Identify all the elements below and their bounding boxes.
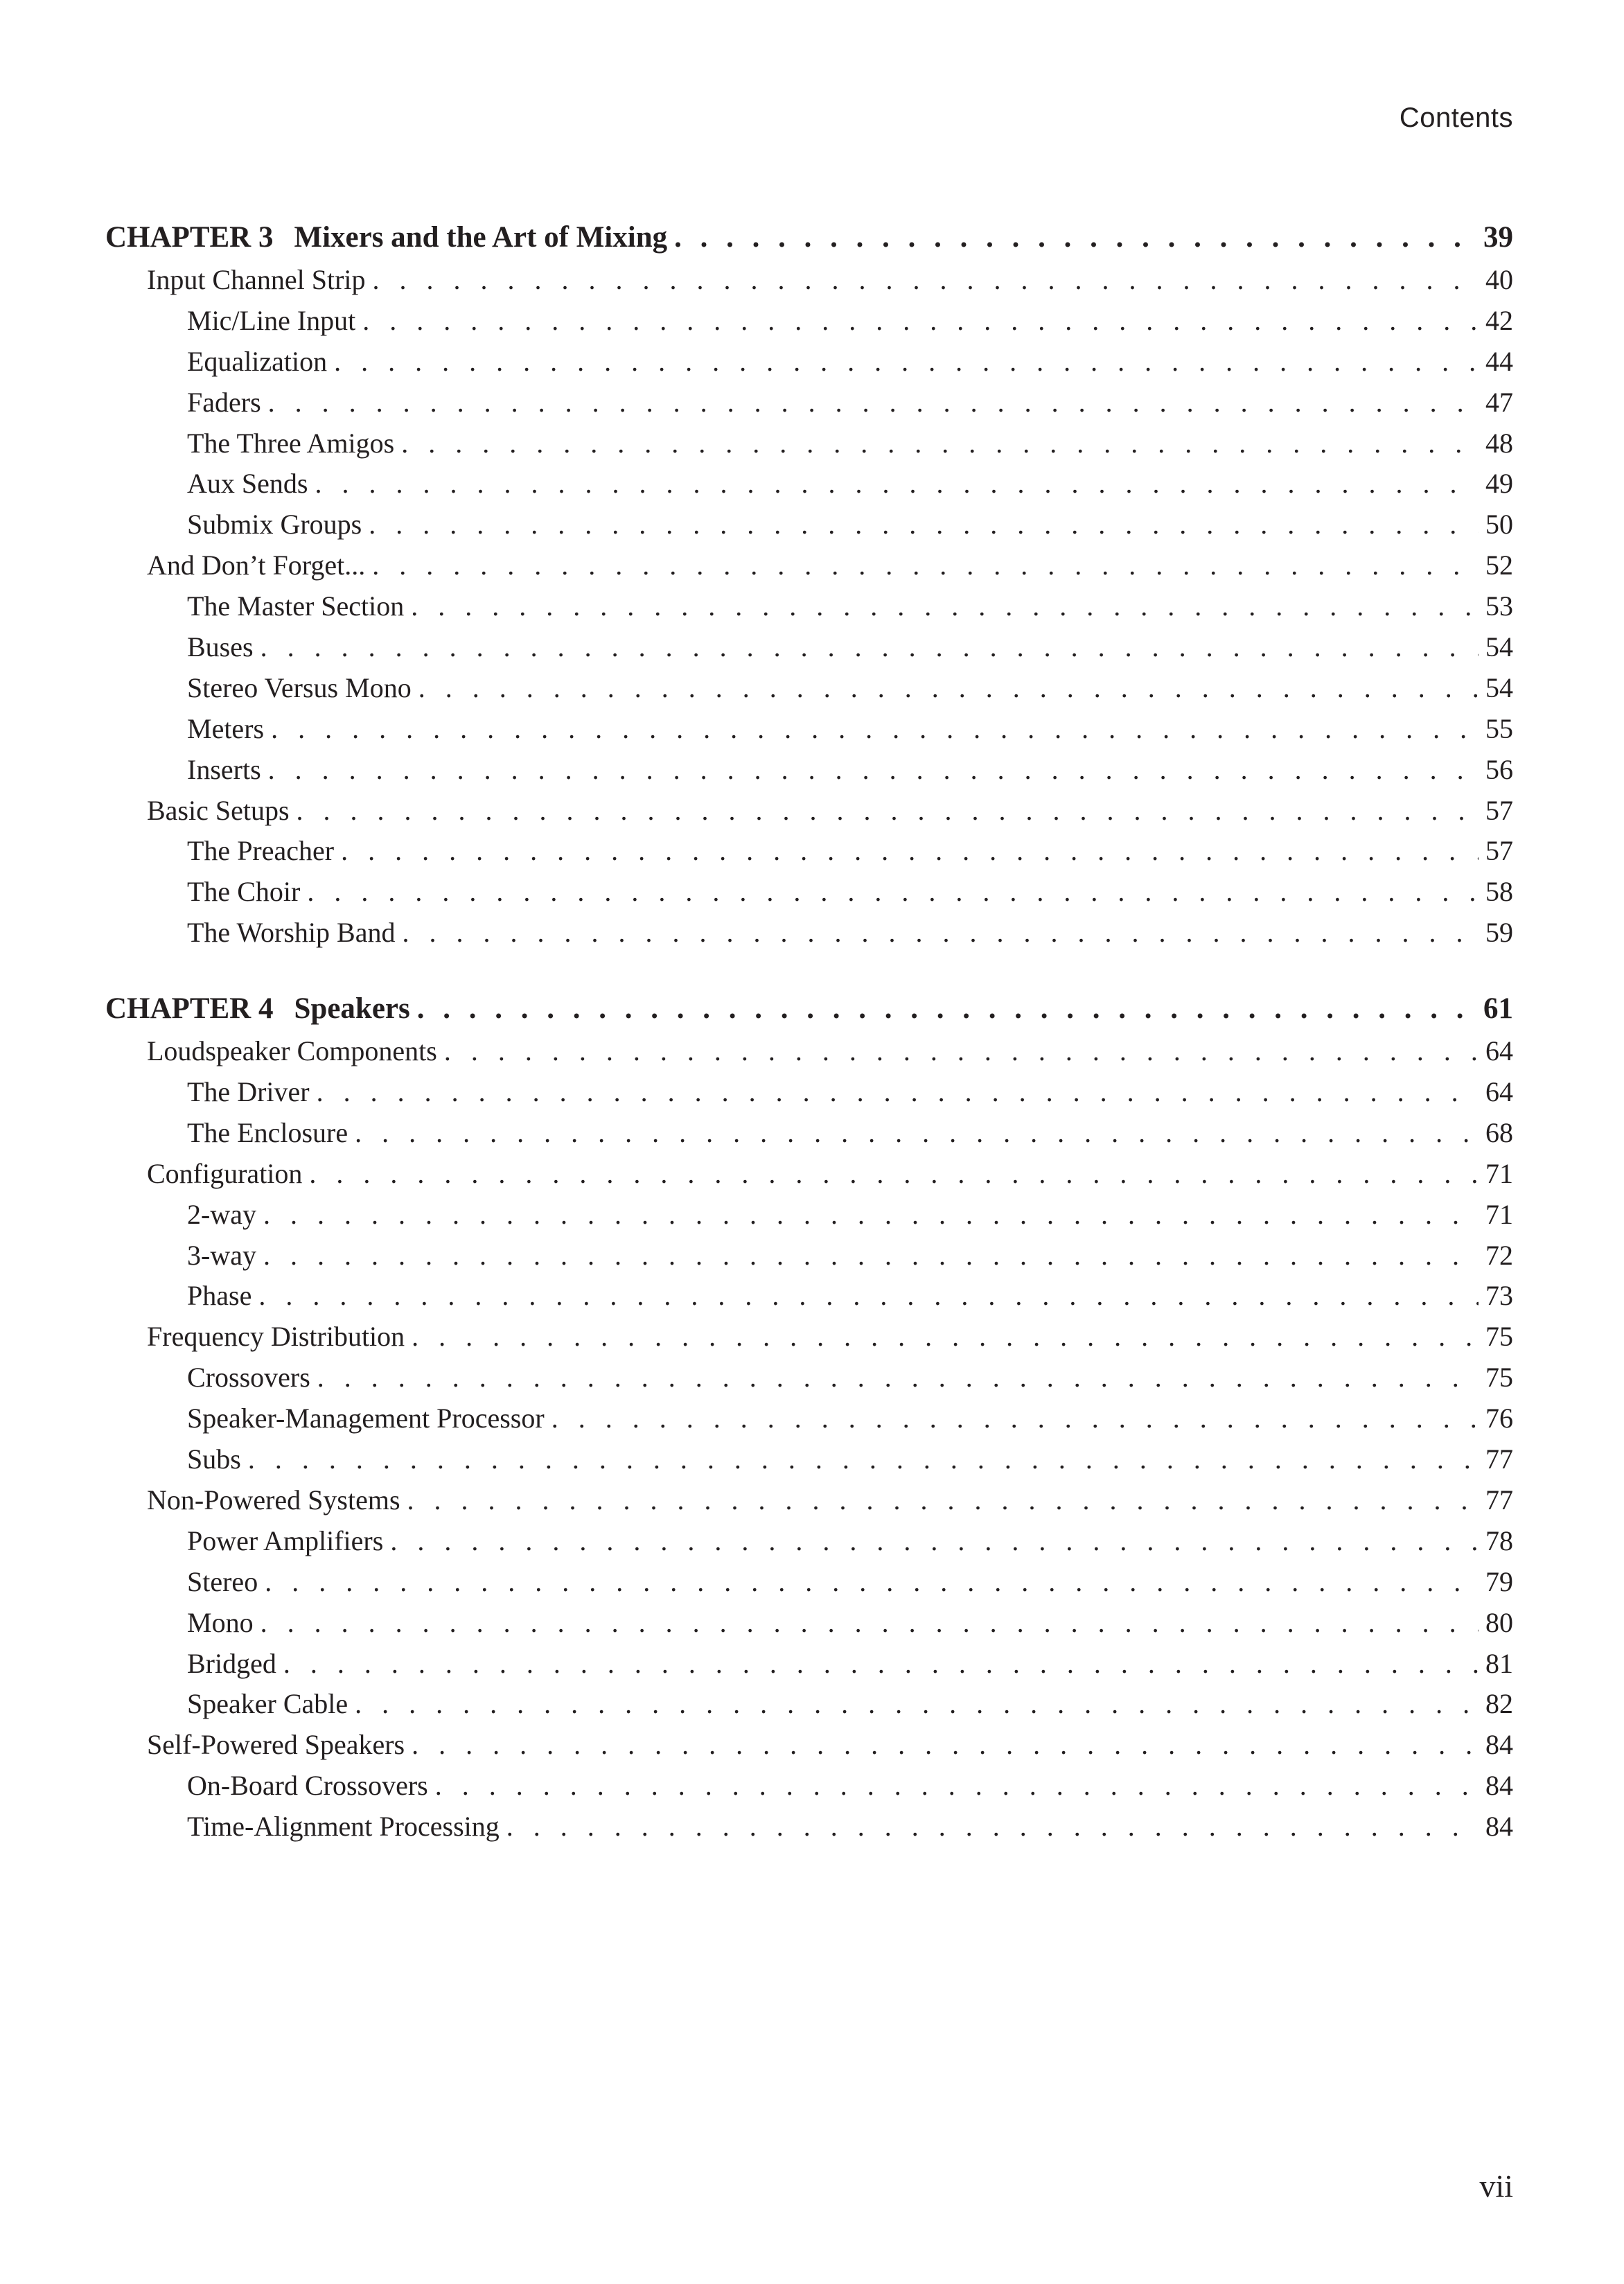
dot-leader bbox=[369, 508, 1479, 541]
toc-subsection-entry[interactable] bbox=[105, 1402, 1513, 1443]
entry-page-number: 49 bbox=[1485, 468, 1513, 500]
entry-page-number: 68 bbox=[1485, 1116, 1513, 1148]
dot-leader bbox=[444, 1035, 1479, 1067]
entry-title: Equalization bbox=[187, 345, 328, 377]
entry-title: And Don’t Forget... bbox=[147, 550, 366, 581]
dot-leader bbox=[674, 220, 1476, 254]
entry-title: On-Board Crossovers bbox=[187, 1770, 428, 1802]
entry-title: Time-Alignment Processing bbox=[187, 1811, 500, 1843]
entry-title: Mono bbox=[187, 1606, 254, 1638]
entry-title: Speaker-Management Processor bbox=[187, 1403, 545, 1434]
entry-page-number: 53 bbox=[1485, 590, 1513, 622]
toc-subsection-entry[interactable] bbox=[105, 1116, 1513, 1157]
dot-leader bbox=[261, 631, 1479, 663]
entry-page-number: 78 bbox=[1485, 1525, 1513, 1556]
entry-page-number: 77 bbox=[1485, 1484, 1513, 1516]
toc-subsection-entry[interactable] bbox=[105, 916, 1513, 957]
toc-subsection-entry[interactable] bbox=[105, 1198, 1513, 1239]
toc-subsection-entry[interactable] bbox=[105, 386, 1513, 427]
dot-leader bbox=[373, 263, 1479, 296]
dot-leader bbox=[268, 386, 1479, 419]
entry-title: Non-Powered Systems bbox=[147, 1484, 400, 1516]
entry-page-number: 71 bbox=[1485, 1157, 1513, 1189]
entry-page-number: 42 bbox=[1485, 304, 1513, 336]
chapter-title: Mixers and the Art of Mixing bbox=[294, 221, 668, 254]
toc-subsection-entry[interactable] bbox=[105, 753, 1513, 794]
dot-leader bbox=[268, 753, 1479, 786]
entry-title: Frequency Distribution bbox=[147, 1321, 405, 1353]
entry-title: The Driver bbox=[187, 1076, 310, 1108]
dot-leader bbox=[551, 1402, 1479, 1434]
entry-title: Inserts bbox=[187, 753, 261, 785]
chapter-label: CHAPTER 3 bbox=[105, 221, 274, 254]
toc-subsection-entry[interactable] bbox=[105, 590, 1513, 631]
toc-subsection-entry[interactable] bbox=[105, 712, 1513, 753]
toc-section-entry[interactable] bbox=[105, 1157, 1513, 1198]
toc-subsection-entry[interactable] bbox=[105, 875, 1513, 916]
toc-subsection-entry[interactable] bbox=[105, 631, 1513, 671]
entry-page-number: 71 bbox=[1485, 1198, 1513, 1230]
dot-leader bbox=[261, 1606, 1479, 1639]
dot-leader bbox=[307, 875, 1479, 908]
toc-section-entry[interactable] bbox=[105, 794, 1513, 835]
toc-subsection-entry[interactable] bbox=[105, 345, 1513, 386]
dot-leader bbox=[317, 1361, 1479, 1394]
entry-title: The Enclosure bbox=[187, 1116, 348, 1148]
chapter-heading[interactable] bbox=[105, 220, 1513, 263]
toc-section-entry[interactable] bbox=[105, 1035, 1513, 1075]
entry-title: Power Amplifiers bbox=[187, 1525, 384, 1556]
entry-page-number: 76 bbox=[1485, 1403, 1513, 1434]
chapter-heading[interactable] bbox=[105, 992, 1513, 1035]
page-folio: vii bbox=[1479, 2168, 1513, 2204]
toc-subsection-entry[interactable] bbox=[105, 304, 1513, 345]
dot-leader bbox=[506, 1810, 1479, 1843]
entry-title: Stereo bbox=[187, 1565, 258, 1597]
dot-leader bbox=[355, 1116, 1479, 1149]
toc-section-entry[interactable] bbox=[105, 1728, 1513, 1769]
entry-title: Basic Setups bbox=[147, 794, 290, 826]
entry-page-number: 40 bbox=[1485, 264, 1513, 295]
dot-leader bbox=[402, 916, 1479, 949]
entry-title: Bridged bbox=[187, 1647, 276, 1679]
toc-subsection-entry[interactable] bbox=[105, 1525, 1513, 1565]
entry-title: Crossovers bbox=[187, 1362, 310, 1394]
toc-subsection-entry[interactable] bbox=[105, 1647, 1513, 1688]
dot-leader bbox=[362, 304, 1479, 337]
table-of-contents bbox=[105, 220, 1513, 1886]
dot-leader bbox=[297, 794, 1479, 827]
dot-leader bbox=[258, 1279, 1479, 1312]
entry-page-number: 84 bbox=[1485, 1729, 1513, 1761]
dot-leader bbox=[309, 1157, 1479, 1190]
entry-title: The Three Amigos bbox=[187, 427, 395, 459]
entry-title: Phase bbox=[187, 1280, 252, 1312]
entry-page-number: 59 bbox=[1485, 917, 1513, 949]
entry-title: Meters bbox=[187, 712, 265, 744]
entry-page-number: 58 bbox=[1485, 876, 1513, 908]
toc-subsection-entry[interactable] bbox=[105, 427, 1513, 468]
dot-leader bbox=[372, 549, 1479, 581]
entry-page-number: 84 bbox=[1485, 1770, 1513, 1802]
dot-leader bbox=[401, 427, 1479, 459]
entry-page-number: 57 bbox=[1485, 794, 1513, 826]
entry-page-number: 75 bbox=[1485, 1362, 1513, 1394]
dot-leader bbox=[271, 712, 1479, 745]
dot-leader bbox=[265, 1565, 1479, 1598]
entry-page-number: 50 bbox=[1485, 509, 1513, 541]
toc-subsection-entry[interactable] bbox=[105, 1565, 1513, 1606]
entry-title: The Preacher bbox=[187, 835, 335, 867]
entry-page-number: 82 bbox=[1485, 1688, 1513, 1720]
dot-leader bbox=[355, 1687, 1479, 1720]
entry-page-number: 72 bbox=[1485, 1239, 1513, 1271]
chapter-label: CHAPTER 4 bbox=[105, 992, 274, 1026]
toc-subsection-entry[interactable] bbox=[105, 1443, 1513, 1484]
entry-title: Faders bbox=[187, 386, 261, 418]
entry-page-number: 57 bbox=[1485, 835, 1513, 867]
dot-leader bbox=[283, 1647, 1479, 1680]
entry-title: Configuration bbox=[147, 1157, 303, 1189]
dot-leader bbox=[412, 1320, 1479, 1353]
entry-page-number: 52 bbox=[1485, 550, 1513, 581]
entry-page-number: 64 bbox=[1485, 1035, 1513, 1067]
entry-page-number: 64 bbox=[1485, 1076, 1513, 1108]
toc-section-entry[interactable] bbox=[105, 1484, 1513, 1525]
running-head: Contents bbox=[1399, 103, 1513, 133]
chapter-page-number: 61 bbox=[1483, 992, 1513, 1026]
dot-leader bbox=[417, 992, 1476, 1026]
chapter-block bbox=[105, 220, 1513, 957]
entry-page-number: 77 bbox=[1485, 1443, 1513, 1475]
entry-title: 2-way bbox=[187, 1198, 256, 1230]
entry-title: Submix Groups bbox=[187, 509, 362, 541]
entry-page-number: 75 bbox=[1485, 1321, 1513, 1353]
entry-page-number: 44 bbox=[1485, 345, 1513, 377]
toc-subsection-entry[interactable] bbox=[105, 1239, 1513, 1280]
chapter-title: Speakers bbox=[294, 992, 410, 1026]
entry-title: Stereo Versus Mono bbox=[187, 671, 412, 703]
chapter-page-number: 39 bbox=[1483, 221, 1513, 254]
entry-page-number: 47 bbox=[1485, 386, 1513, 418]
toc-subsection-entry[interactable] bbox=[105, 1279, 1513, 1320]
entry-title: Input Channel Strip bbox=[147, 264, 366, 295]
toc-section-entry[interactable] bbox=[105, 1320, 1513, 1361]
toc-subsection-entry[interactable] bbox=[105, 1075, 1513, 1116]
dot-leader bbox=[315, 467, 1479, 500]
toc-subsection-entry[interactable] bbox=[105, 1687, 1513, 1728]
entry-page-number: 79 bbox=[1485, 1565, 1513, 1597]
entry-title: Speaker Cable bbox=[187, 1688, 348, 1720]
toc-subsection-entry[interactable] bbox=[105, 834, 1513, 875]
chapter-block bbox=[105, 992, 1513, 1851]
toc-subsection-entry[interactable] bbox=[105, 467, 1513, 508]
entry-page-number: 56 bbox=[1485, 753, 1513, 785]
entry-title: Self-Powered Speakers bbox=[147, 1729, 405, 1761]
dot-leader bbox=[390, 1525, 1479, 1557]
entry-page-number: 81 bbox=[1485, 1647, 1513, 1679]
entry-title: 3-way bbox=[187, 1239, 256, 1271]
dot-leader bbox=[263, 1239, 1479, 1272]
dot-leader bbox=[317, 1075, 1479, 1108]
entry-title: The Choir bbox=[187, 876, 301, 908]
toc-subsection-entry[interactable] bbox=[105, 1769, 1513, 1810]
dot-leader bbox=[435, 1769, 1479, 1802]
dot-leader bbox=[334, 345, 1479, 378]
toc-subsection-entry[interactable] bbox=[105, 671, 1513, 712]
dot-leader bbox=[341, 834, 1479, 867]
entry-page-number: 80 bbox=[1485, 1606, 1513, 1638]
dot-leader bbox=[412, 1728, 1479, 1761]
entry-title: The Master Section bbox=[187, 590, 405, 622]
entry-page-number: 54 bbox=[1485, 631, 1513, 663]
toc-subsection-entry[interactable] bbox=[105, 1606, 1513, 1647]
entry-title: Buses bbox=[187, 631, 254, 663]
dot-leader bbox=[418, 671, 1479, 704]
dot-leader bbox=[263, 1198, 1479, 1231]
entry-page-number: 48 bbox=[1485, 427, 1513, 459]
toc-subsection-entry[interactable] bbox=[105, 508, 1513, 549]
dot-leader bbox=[248, 1443, 1479, 1475]
entry-title: Aux Sends bbox=[187, 468, 308, 500]
toc-subsection-entry[interactable] bbox=[105, 1810, 1513, 1851]
entry-title: The Worship Band bbox=[187, 917, 396, 949]
entry-title: Loudspeaker Components bbox=[147, 1035, 437, 1067]
dot-leader bbox=[407, 1484, 1479, 1516]
entry-page-number: 84 bbox=[1485, 1811, 1513, 1843]
dot-leader bbox=[411, 590, 1479, 622]
toc-section-entry[interactable] bbox=[105, 549, 1513, 590]
entry-page-number: 73 bbox=[1485, 1280, 1513, 1312]
toc-subsection-entry[interactable] bbox=[105, 1361, 1513, 1402]
entry-title: Subs bbox=[187, 1443, 241, 1475]
entry-page-number: 54 bbox=[1485, 671, 1513, 703]
toc-section-entry[interactable] bbox=[105, 263, 1513, 304]
entry-page-number: 55 bbox=[1485, 712, 1513, 744]
entry-title: Mic/Line Input bbox=[187, 304, 356, 336]
